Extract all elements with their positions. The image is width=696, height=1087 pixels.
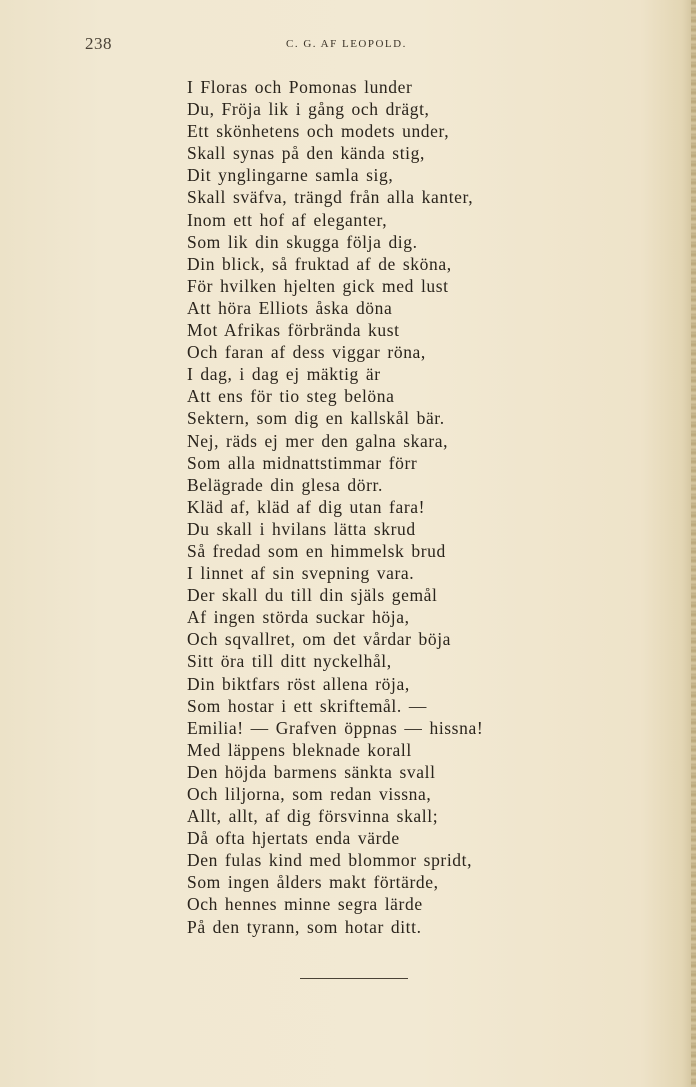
poem (187, 76, 483, 938)
poem-line: Och sqvallret, om det vårdar böja (187, 629, 452, 650)
poem-line: Och faran af dess viggar röna, (187, 342, 426, 363)
poem-line: I Floras och Pomonas lunder (187, 77, 413, 97)
end-rule (300, 978, 408, 979)
poem-line: Ett skönhetens och modets under, (187, 121, 450, 142)
poem-line: Sektern, som dig en kallskål bär. (187, 408, 445, 429)
poem-line: Inom ett hof af eleganter, (187, 209, 388, 230)
poem-line: Skall synas på den kända stig, (187, 143, 425, 164)
poem-line: Kläd af, kläd af dig utan fara! (187, 496, 426, 517)
poem-line: Då ofta hjertats enda värde (187, 828, 400, 849)
poem-line: Som alla midnattstimmar förr (187, 452, 418, 473)
poem-line: Att höra Elliots åska döna (187, 297, 393, 318)
poem-line: Du skall i hvilans lätta skrud (187, 518, 416, 539)
poem-line: Och hennes minne segra lärde (187, 894, 423, 915)
poem-line: Med läppens bleknade korall (187, 739, 412, 760)
poem-line: Som ingen ålders makt förtärde, (187, 872, 439, 893)
poem-line: Skall sväfva, trängd från alla kanter, (187, 187, 474, 208)
page-edge (691, 0, 696, 1087)
page-number: 238 (85, 34, 112, 53)
poem-line: Emilia! — Grafven öppnas — hissna! (187, 717, 484, 738)
poem-line: För hvilken hjelten gick med lust (187, 275, 449, 296)
poem-line: Och liljorna, som redan vissna, (187, 784, 432, 804)
poem-line: Nej, räds ej mer den galna skara, (187, 430, 449, 451)
running-head: C. G. AF LEOPOLD. (286, 38, 407, 50)
poem-line: Dit ynglingarne samla sig, (187, 165, 394, 186)
poem-line: Belägrade din glesa dörr. (187, 474, 383, 495)
page-header (0, 34, 696, 54)
poem-line: Der skall du till din själs gemål (187, 585, 438, 606)
poem-line: Af ingen störda suckar höja, (187, 607, 410, 628)
poem-line: Att ens för tio steg belöna (187, 386, 395, 407)
poem-line: I dag, i dag ej mäktig är (187, 364, 381, 385)
poem-line: Den fulas kind med blommor spridt, (187, 850, 473, 871)
poem-line: Som hostar i ett skriftemål. — (187, 695, 427, 716)
poem-line: Sitt öra till ditt nyckelhål, (187, 651, 392, 672)
poem-line: Du, Fröja lik i gång och drägt, (187, 99, 430, 120)
poem-line: Din biktfars röst allena röja, (187, 673, 410, 694)
poem-line: Den höjda barmens sänkta svall (187, 761, 436, 782)
poem-line: Mot Afrikas förbrända kust (187, 320, 400, 341)
poem-line: Allt, allt, af dig försvinna skall; (187, 806, 439, 827)
poem-line: Som lik din skugga följa dig. (187, 231, 418, 252)
poem-line: Så fredad som en himmelsk brud (187, 540, 446, 561)
poem-line: På den tyrann, som hotar ditt. (187, 916, 422, 937)
poem-line: I linnet af sin svepning vara. (187, 563, 415, 584)
poem-line: Din blick, så fruktad af de sköna, (187, 253, 452, 274)
